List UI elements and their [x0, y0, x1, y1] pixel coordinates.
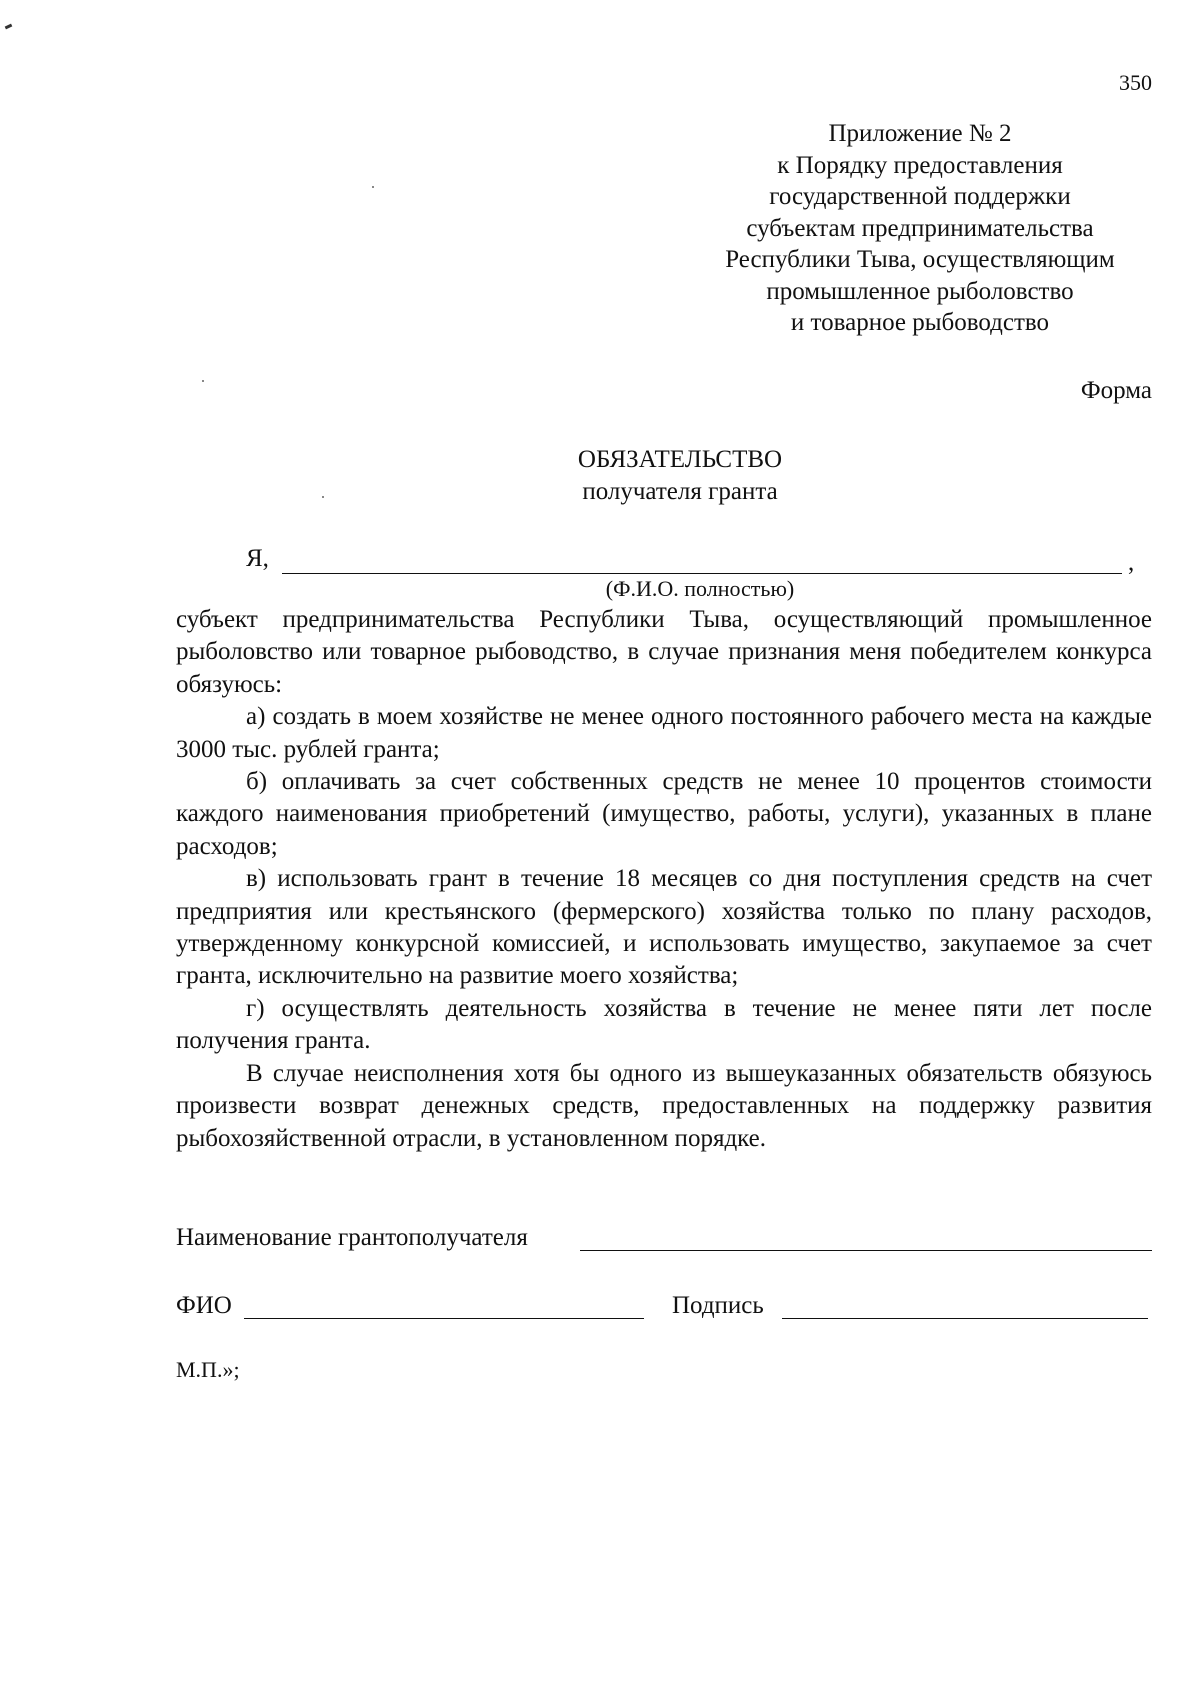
obligation-item-g: г) осуществлять деятельность хозяйства в течение не менее пяти лет после получения гранта.	[176, 994, 1152, 1055]
appendix-line: и товарное рыбоводство	[790, 309, 1050, 336]
appendix-line: субъектам предпринимательства	[746, 214, 1094, 242]
signature-blank	[782, 1318, 1148, 1319]
document-title	[410, 444, 950, 508]
obligation-body	[176, 604, 1152, 1155]
obligation-item-b: б) оплачивать за счет собственных средств не менее 10 процентов стоимости каждого наименования приобретений (имущество, работы, услуги), указанных в плане расходов;	[176, 768, 1152, 860]
form-label: Форма	[1080, 377, 1152, 404]
applicant-name-row	[246, 545, 1146, 579]
title-main: ОБЯЗАТЕЛЬСТВО	[577, 446, 783, 473]
scan-artifact	[202, 380, 204, 382]
fio-label: ФИО	[176, 1292, 232, 1319]
obligation-item-a: а) создать в моем хозяйстве не менее одного постоянного рабочего места на каждые 3000 тыс. рублей гранта;	[176, 703, 1152, 763]
refund-clause: В случае неисполнения хотя бы одного из вышеуказанных обязательств обязуюсь произвести возврат денежных средств, предоставленных на поддержку развития рыбохозяйственной отрасли, в установленном порядке.	[176, 1059, 1152, 1152]
appendix-line: Республики Тыва, осуществляющим	[725, 246, 1115, 273]
page-number: 350	[1119, 70, 1152, 95]
scan-artifact	[5, 24, 13, 30]
stamp-label: М.П.»;	[176, 1357, 240, 1382]
appendix-line: государственной поддержки	[769, 183, 1071, 210]
appendix-line: к Порядку предоставления	[777, 151, 1063, 179]
scan-artifact	[322, 496, 324, 498]
applicant-prefix: Я,	[246, 545, 269, 572]
grantee-name-blank	[580, 1250, 1152, 1251]
scan-artifact	[372, 186, 374, 188]
obligation-item-v: в) использовать грант в течение 18 месяцев со дня поступления средств на счет предприятия или крестьянского (фермерского) хозяйства только по плану расходов, утвержденному конкурсной комиссией, и использовать имущество, закупаемое за счет гранта, исключительно на развитие моего хозяйства;	[176, 865, 1152, 990]
fio-blank	[244, 1318, 644, 1319]
appendix-line: промышленное рыболовство	[766, 277, 1074, 305]
applicant-name-blank	[282, 573, 1122, 574]
applicant-comma: ,	[1128, 549, 1135, 576]
appendix-header	[680, 118, 1160, 339]
signature-label: Подпись	[672, 1292, 764, 1319]
body-paragraph: субъект предпринимательства Республики Тыва, осуществляющий промышленное рыболовство или товарное рыбоводство, в случае признания меня победителем конкурса обязуюсь:	[176, 606, 1152, 698]
title-sub: получателя гранта	[582, 478, 778, 505]
grantee-name-label: Наименование грантополучателя	[176, 1224, 528, 1251]
appendix-line: Приложение № 2	[828, 120, 1012, 147]
fio-hint: (Ф.И.О. полностью)	[605, 576, 795, 601]
